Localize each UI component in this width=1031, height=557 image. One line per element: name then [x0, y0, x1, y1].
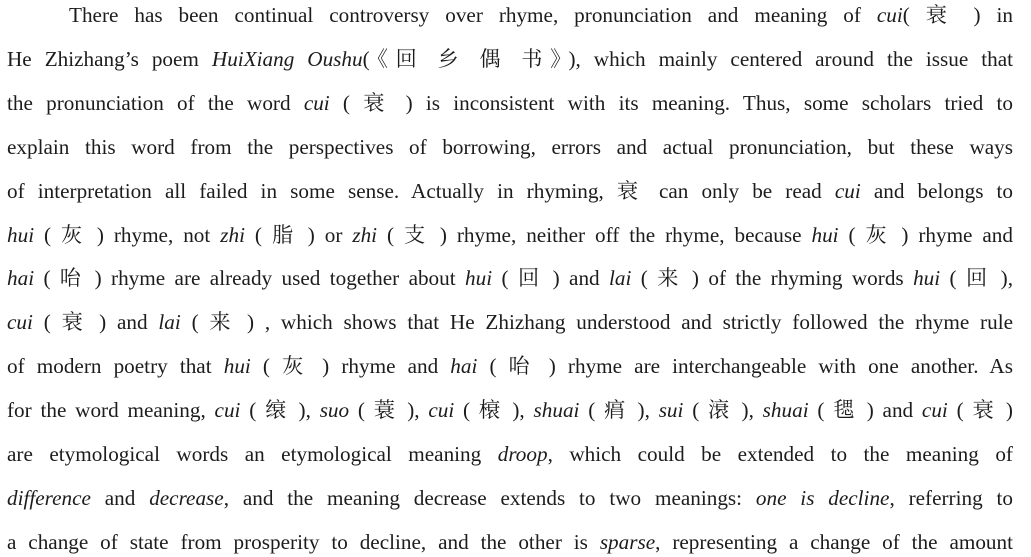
- italic-term: suo: [319, 398, 350, 423]
- text-run: ( 灰 ) rhyme, not: [34, 222, 221, 247]
- italic-term: cui: [834, 178, 861, 203]
- text-run: ( 㾓 ),: [579, 398, 659, 423]
- italic-term: cui: [876, 3, 903, 27]
- text-line: [7, 176, 1013, 206]
- italic-term: sparse: [599, 529, 656, 554]
- text-run: ( 回 ),: [940, 266, 1013, 291]
- text-run: ( 衰 ): [947, 398, 1013, 423]
- text-line: [7, 88, 1013, 118]
- text-run: ( 咍 ) rhyme are already used together about: [34, 266, 466, 291]
- italic-term: hui: [811, 222, 839, 247]
- text-run: ( 回 ) and: [492, 266, 610, 291]
- text-line: [7, 395, 1013, 425]
- italic-term: hui: [465, 266, 493, 291]
- text-run: ( 缞 ),: [240, 398, 320, 423]
- text-run: explain this word from the perspectives of borrowing, errors and actual pronunciation, but these ways: [7, 134, 1013, 159]
- text-run: He Zhizhang’s poem: [7, 46, 212, 71]
- text-run: ( 来 ) of the rhyming words: [631, 266, 914, 291]
- italic-term: cui: [303, 90, 330, 115]
- text-line: [7, 307, 1013, 337]
- text-run: for the word meaning,: [7, 398, 215, 423]
- text-run: a change of state from prosperity to decline, and the other is: [7, 529, 600, 554]
- italic-term: lai: [158, 310, 181, 335]
- text-run: ( 衰 ) in: [902, 3, 1013, 27]
- text-run: There has been continual controversy over rhyme, pronunciation and meaning of: [69, 3, 877, 27]
- text-line: [7, 439, 1013, 469]
- italic-term: cui: [428, 398, 455, 423]
- italic-term: cui: [7, 310, 33, 335]
- text-line: [7, 44, 1013, 74]
- text-line: [7, 483, 1013, 513]
- text-run: ( 来 ) , which shows that He Zhizhang understood and strictly followed the rhyme rule: [180, 310, 1013, 335]
- text-line: [7, 527, 1013, 557]
- text-run: , representing a change of the amount: [655, 529, 1014, 554]
- italic-term: shuai: [762, 398, 809, 423]
- text-line: [7, 351, 1013, 381]
- text-run: of interpretation all failed in some sense. Actually in rhyming, 衰 can only be read: [7, 178, 835, 203]
- italic-term: cui: [214, 398, 241, 423]
- text-run: ( 衰 ) and: [32, 310, 159, 335]
- italic-term: decrease: [149, 485, 224, 510]
- text-run: ( 衰 ) is inconsistent with its meaning. Thus, some scholars tried to: [329, 90, 1013, 115]
- text-run: ( 蓑 ),: [349, 398, 429, 423]
- italic-term: hui: [223, 354, 251, 379]
- italic-term: hui: [913, 266, 941, 291]
- text-line: [7, 132, 1013, 162]
- text-run: (《回 乡 偶 书》), which mainly centered around the issue that: [362, 46, 1014, 71]
- italic-term: cui: [921, 398, 948, 423]
- text-line: [69, 0, 1013, 30]
- italic-term: hui: [7, 222, 35, 247]
- italic-term: HuiXiang Oushu: [211, 46, 363, 71]
- text-run: the pronunciation of the word: [7, 90, 304, 115]
- text-run: ( 咍 ) rhyme are interchangeable with one another. As: [477, 354, 1013, 379]
- italic-term: sui: [658, 398, 684, 423]
- text-run: ( 支 ) rhyme, neither off the rhyme, because: [377, 222, 812, 247]
- text-run: and: [90, 485, 150, 510]
- text-run: ( 灰 ) rhyme and: [838, 222, 1013, 247]
- italic-term: difference: [7, 485, 91, 510]
- text-run: ( 灰 ) rhyme and: [250, 354, 451, 379]
- text-run: of modern poetry that: [7, 354, 224, 379]
- italic-term: lai: [609, 266, 632, 291]
- text-line: [7, 220, 1013, 250]
- text-run: , referring to: [889, 485, 1013, 510]
- italic-term: shuai: [533, 398, 580, 423]
- italic-term: hai: [7, 266, 35, 291]
- text-run: , and the meaning decrease extends to two meanings:: [223, 485, 756, 510]
- italic-term: zhi: [220, 222, 245, 247]
- text-line: [7, 263, 1013, 293]
- text-run: ( 榱 ),: [454, 398, 534, 423]
- italic-term: zhi: [352, 222, 378, 247]
- text-run: ( 滖 ),: [683, 398, 763, 423]
- text-run: and belongs to: [860, 178, 1014, 203]
- italic-term: hai: [450, 354, 478, 379]
- text-run: are etymological words an etymological meaning: [7, 442, 498, 466]
- text-run: ( 脂 ) or: [244, 222, 353, 247]
- text-run: ( 毸 ) and: [808, 398, 922, 423]
- italic-term: droop: [497, 442, 548, 466]
- text-run: , which could be extended to the meaning of: [547, 442, 1013, 466]
- italic-term: one is decline: [755, 485, 890, 510]
